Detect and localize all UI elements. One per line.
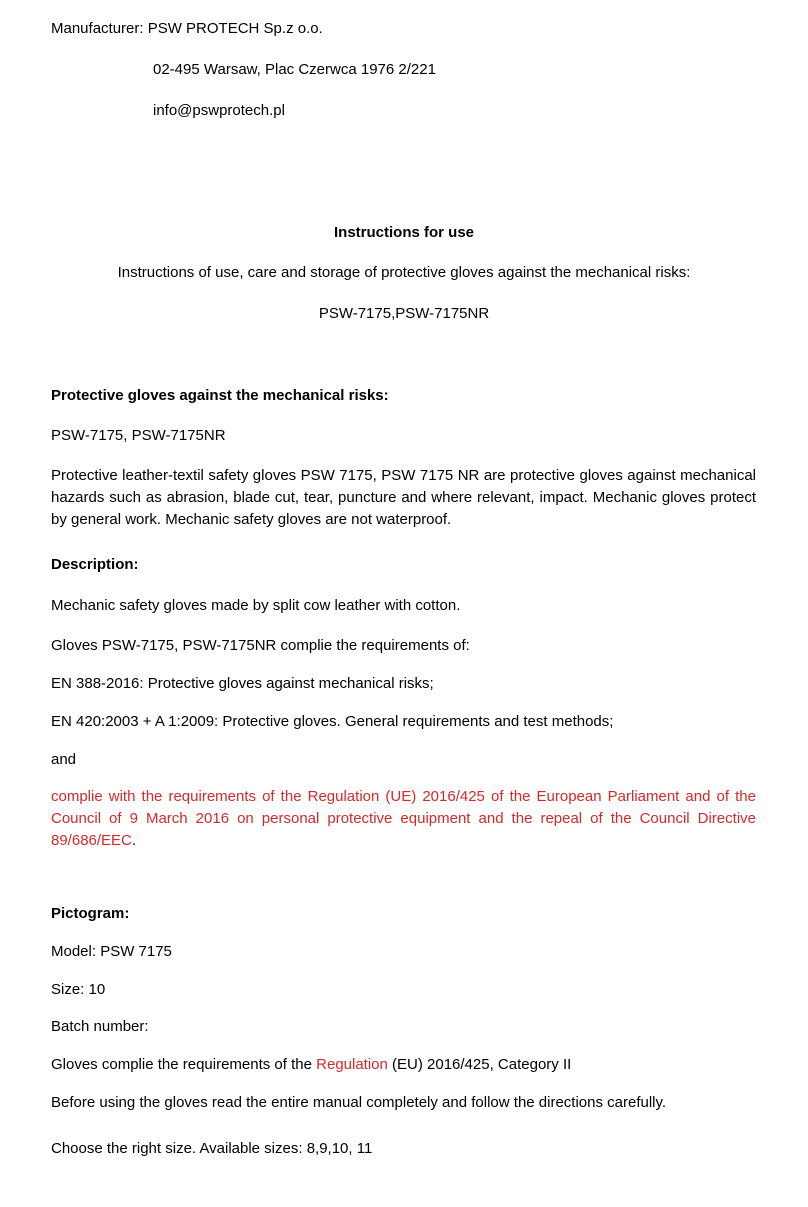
requirements-intro: Gloves PSW-7175, PSW-7175NR complie the requirements of:	[51, 637, 470, 654]
pictogram-size: Size: 10	[51, 981, 106, 998]
compliance-suffix: (EU) 2016/425, Category II	[387, 1056, 572, 1073]
compliance-prefix: Gloves complie the requirements of the	[51, 1056, 317, 1073]
manufacturer-line: Manufacturer: PSW PROTECH Sp.z o.o.	[51, 20, 323, 37]
standard-en388: EN 388-2016: Protective gloves against mechanical risks;	[51, 675, 434, 692]
email-line: info@pswprotech.pl	[153, 102, 285, 119]
regulation-text: complie with the requirements of the Regulation (UE) 2016/425 of the European Parliament and of the Council of 9 March 2016 on personal protective equipment and the repeal of the Council Directive 89/686/EEC	[51, 788, 756, 849]
protective-paragraph: Protective leather-textil safety gloves PSW 7175, PSW 7175 NR are protective gloves against mechanical hazards such as abrasion, blade cut, tear, puncture and where relevant, impact. Mechanic gloves protect by general work. Mechanic safety gloves are not waterproof.	[51, 467, 756, 528]
pictogram-batch: Batch number:	[51, 1018, 149, 1035]
protective-models: PSW-7175, PSW-7175NR	[51, 427, 226, 444]
regulation-end: .	[131, 832, 137, 849]
address-line: 02-495 Warsaw, Plac Czerwca 1976 2/221	[153, 61, 436, 78]
description-heading: Description:	[51, 556, 139, 573]
compliance-highlight: Regulation	[316, 1056, 388, 1073]
title-models: PSW-7175,PSW-7175NR	[318, 305, 490, 322]
standard-en420: EN 420:2003 + A 1:2009: Protective gloves. General requirements and test methods;	[51, 713, 614, 730]
description-material: Mechanic safety gloves made by split cow leather with cotton.	[51, 597, 461, 614]
read-manual-line: Before using the gloves read the entire manual completely and follow the directions carefully.	[51, 1094, 667, 1111]
pictogram-model: Model: PSW 7175	[51, 943, 172, 960]
regulation-paragraph	[51, 786, 756, 852]
page-title: Instructions for use	[333, 224, 475, 241]
and-text: and	[51, 751, 77, 768]
protective-heading: Protective gloves against the mechanical risks:	[51, 387, 389, 404]
compliance-line	[51, 1055, 571, 1074]
pictogram-heading: Pictogram:	[51, 905, 130, 922]
page-subtitle: Instructions of use, care and storage of protective gloves against the mechanical risks:	[117, 264, 691, 281]
sizes-line: Choose the right size. Available sizes: 8,9,10, 11	[51, 1140, 373, 1157]
